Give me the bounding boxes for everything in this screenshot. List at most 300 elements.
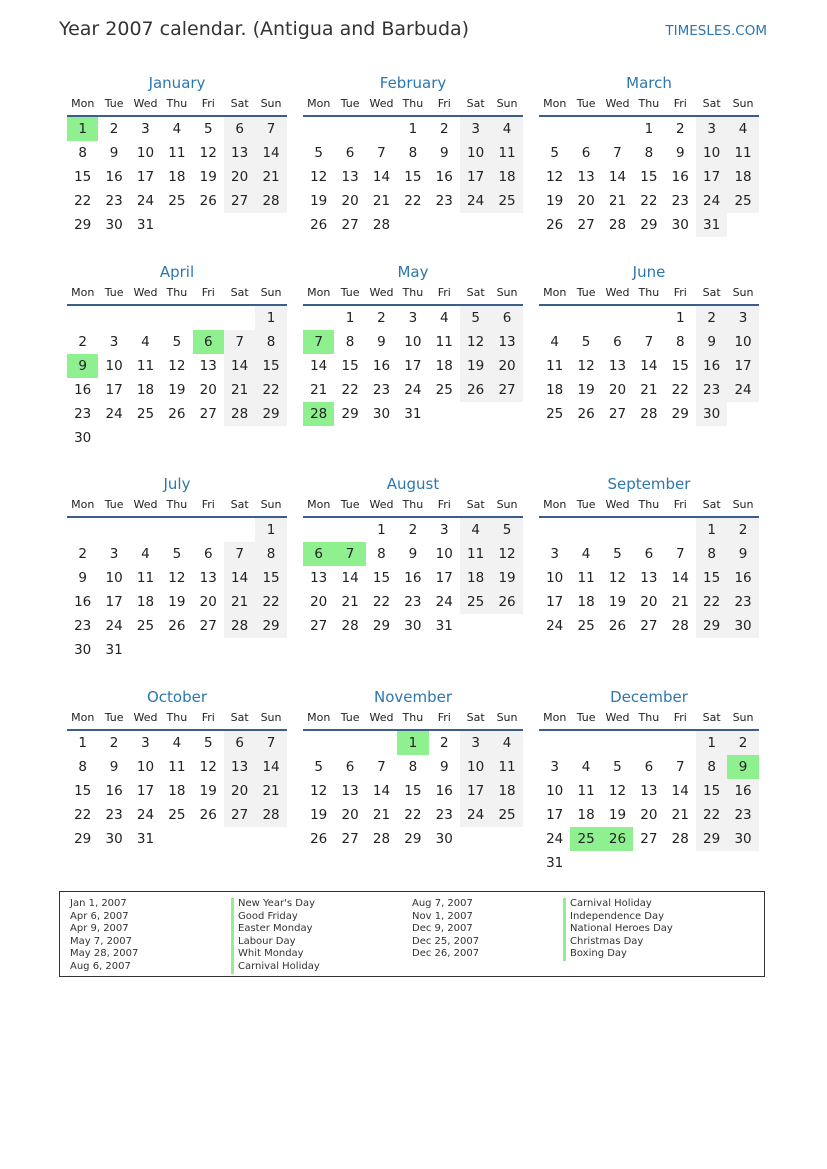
- day-cell: 12: [199, 145, 217, 161]
- day-cell: 29: [404, 831, 422, 847]
- day-cell: 25: [546, 406, 564, 422]
- empty-cell: [602, 117, 633, 141]
- holiday-name: Christmas Day: [563, 936, 673, 949]
- day-cell: 26: [460, 378, 491, 402]
- empty-cell: [161, 306, 192, 330]
- weekday-label: Thu: [402, 286, 424, 299]
- day-cell: 16: [105, 783, 123, 799]
- weekday-label: Tue: [576, 286, 596, 299]
- day-cell: 1: [78, 735, 87, 751]
- weekday-label: Tue: [340, 97, 360, 110]
- day-cell: 15: [372, 570, 391, 586]
- day-cell: 4: [439, 310, 449, 326]
- holiday-name: Boxing Day: [563, 948, 673, 961]
- day-cell: 15: [640, 169, 658, 185]
- weekday-label: Sat: [466, 711, 485, 724]
- day-cell: 17: [546, 807, 564, 823]
- day-cell: 25: [491, 189, 522, 213]
- day-cell: 7: [644, 334, 654, 350]
- day-cell: 19: [310, 807, 328, 823]
- holiday-day-cell: 28: [303, 402, 334, 426]
- day-cell: 3: [141, 735, 150, 751]
- day-cell: 20: [608, 382, 627, 398]
- weekday-label: Thu: [166, 711, 188, 724]
- month-december: [539, 687, 759, 875]
- day-cell: 14: [224, 566, 255, 590]
- day-cell: 3: [109, 546, 119, 562]
- weekday-header: [67, 494, 287, 518]
- weekday-label: Sun: [732, 97, 754, 110]
- weekday-label: Thu: [638, 97, 660, 110]
- day-cell: 22: [255, 590, 286, 614]
- day-cell: 15: [74, 783, 92, 799]
- day-cell: 18: [168, 169, 186, 185]
- weekday-label: Sun: [496, 711, 518, 724]
- day-cell: 27: [341, 217, 359, 233]
- day-cell: 3: [141, 121, 150, 137]
- day-cell: 23: [404, 594, 422, 610]
- weekday-label: Tue: [576, 498, 596, 511]
- day-cell: 1: [675, 310, 685, 326]
- weekday-label: Fri: [673, 498, 687, 511]
- day-cell: 5: [613, 546, 622, 562]
- day-cell: 20: [199, 594, 217, 610]
- day-cell: 7: [224, 542, 255, 566]
- day-cell: 23: [105, 807, 123, 823]
- day-cell: 30: [74, 430, 92, 446]
- empty-cell: [570, 117, 601, 141]
- empty-cell: [366, 117, 397, 141]
- day-cell: 17: [435, 570, 453, 586]
- day-cell: 2: [377, 310, 386, 326]
- day-cell: 7: [675, 546, 685, 562]
- day-cell: 28: [341, 618, 359, 634]
- day-cell: 4: [581, 546, 591, 562]
- day-cell: 19: [608, 807, 627, 823]
- empty-cell: [633, 518, 664, 542]
- weekday-label: Tue: [340, 286, 360, 299]
- day-cell: 29: [341, 406, 359, 422]
- day-cell: 10: [546, 570, 564, 586]
- day-cell: 5: [314, 145, 323, 161]
- day-cell: 25: [577, 618, 595, 634]
- day-cell: 26: [310, 831, 328, 847]
- day-cell: 29: [696, 827, 727, 851]
- weekday-header: [303, 494, 523, 518]
- day-cell: 8: [696, 755, 727, 779]
- weekday-label: Sat: [466, 97, 485, 110]
- day-cell: 30: [74, 642, 92, 658]
- month-name: October: [146, 688, 208, 706]
- day-cell: 2: [439, 121, 449, 137]
- day-cell: 27: [224, 189, 255, 213]
- weekday-label: Mon: [543, 97, 567, 110]
- day-cell: 21: [255, 165, 286, 189]
- day-cell: 26: [491, 590, 522, 614]
- day-cell: 4: [141, 334, 150, 350]
- weekday-label: Tue: [576, 711, 596, 724]
- empty-cell: [539, 306, 570, 330]
- holiday-day-cell: 9: [67, 354, 98, 378]
- holiday-date: Dec 25, 2007: [412, 935, 480, 947]
- day-cell: 27: [640, 618, 658, 634]
- day-cell: 6: [224, 117, 255, 141]
- day-cell: 5: [172, 546, 182, 562]
- holiday-date: Apr 6, 2007: [70, 910, 129, 922]
- day-cell: 26: [577, 406, 595, 422]
- day-cell: 4: [581, 759, 591, 775]
- day-cell: 31: [435, 618, 453, 634]
- day-cell: 8: [255, 330, 286, 354]
- day-cell: 24: [105, 406, 123, 422]
- day-grid: [303, 117, 523, 237]
- day-cell: 17: [546, 594, 564, 610]
- day-cell: 25: [168, 193, 186, 209]
- weekday-label: Thu: [638, 498, 660, 511]
- weekday-label: Thu: [166, 498, 188, 511]
- empty-cell: [193, 518, 224, 542]
- day-cell: 30: [404, 618, 422, 634]
- day-cell: 7: [255, 731, 286, 755]
- holiday-date: Dec 9, 2007: [412, 923, 473, 935]
- day-cell: 27: [491, 378, 522, 402]
- day-cell: 28: [372, 217, 391, 233]
- empty-cell: [334, 117, 365, 141]
- weekday-label: Mon: [307, 498, 331, 511]
- day-cell: 11: [491, 755, 522, 779]
- day-cell: 29: [74, 831, 92, 847]
- day-cell: 27: [224, 803, 255, 827]
- day-cell: 10: [460, 141, 491, 165]
- empty-cell: [193, 306, 224, 330]
- day-cell: 13: [640, 570, 658, 586]
- weekday-label: Wed: [133, 498, 158, 511]
- day-cell: 1: [377, 522, 386, 538]
- day-cell: 28: [671, 618, 689, 634]
- day-cell: 15: [255, 566, 286, 590]
- day-cell: 12: [199, 759, 217, 775]
- day-cell: 27: [577, 217, 595, 233]
- weekday-label: Wed: [133, 711, 158, 724]
- day-cell: 16: [74, 382, 92, 398]
- day-cell: 2: [439, 735, 449, 751]
- day-cell: 19: [310, 193, 328, 209]
- day-cell: 15: [696, 779, 727, 803]
- empty-cell: [303, 306, 334, 330]
- weekday-label: Sun: [732, 711, 754, 724]
- day-cell: 26: [168, 406, 186, 422]
- day-cell: 23: [727, 590, 758, 614]
- day-cell: 16: [435, 169, 453, 185]
- day-cell: 16: [105, 169, 123, 185]
- weekday-label: Sat: [702, 711, 721, 724]
- day-cell: 25: [435, 382, 453, 398]
- day-cell: 18: [435, 358, 453, 374]
- day-cell: 11: [491, 141, 522, 165]
- day-cell: 31: [546, 855, 564, 871]
- day-grid: [303, 518, 523, 638]
- empty-cell: [539, 731, 570, 755]
- day-cell: 10: [696, 141, 727, 165]
- day-cell: 8: [408, 145, 418, 161]
- legend-names-column: [563, 898, 673, 961]
- day-cell: 10: [136, 145, 155, 161]
- day-cell: 28: [224, 614, 255, 638]
- weekday-label: Thu: [402, 498, 424, 511]
- day-cell: 22: [696, 803, 727, 827]
- weekday-label: Fri: [201, 286, 215, 299]
- empty-cell: [633, 306, 664, 330]
- weekday-header: [539, 93, 759, 117]
- day-cell: 29: [671, 406, 689, 422]
- day-cell: 3: [109, 334, 119, 350]
- day-cell: 31: [696, 213, 727, 237]
- day-cell: 15: [74, 169, 92, 185]
- day-cell: 9: [377, 334, 386, 350]
- day-cell: 11: [136, 570, 155, 586]
- day-cell: 16: [404, 570, 422, 586]
- day-cell: 30: [671, 217, 689, 233]
- month-august: [303, 474, 523, 638]
- day-cell: 24: [727, 378, 758, 402]
- day-cell: 11: [168, 759, 186, 775]
- day-cell: 24: [105, 618, 123, 634]
- empty-cell: [539, 117, 570, 141]
- weekday-label: Sun: [732, 498, 754, 511]
- day-cell: 22: [404, 807, 422, 823]
- day-cell: 8: [644, 145, 654, 161]
- weekday-label: Mon: [71, 286, 95, 299]
- day-cell: 30: [435, 831, 453, 847]
- day-cell: 14: [255, 141, 286, 165]
- weekday-label: Sat: [702, 498, 721, 511]
- day-cell: 11: [577, 783, 595, 799]
- weekday-label: Mon: [543, 286, 567, 299]
- day-cell: 21: [640, 382, 658, 398]
- weekday-label: Thu: [166, 286, 188, 299]
- day-cell: 29: [255, 614, 286, 638]
- day-cell: 18: [491, 779, 522, 803]
- day-cell: 18: [168, 783, 186, 799]
- day-cell: 18: [136, 594, 155, 610]
- day-cell: 4: [727, 117, 758, 141]
- day-cell: 8: [408, 759, 418, 775]
- day-grid: [67, 306, 287, 450]
- holiday-day-cell: 26: [602, 827, 633, 851]
- month-name: January: [148, 74, 206, 92]
- weekday-label: Fri: [673, 97, 687, 110]
- day-cell: 18: [491, 165, 522, 189]
- empty-cell: [130, 306, 161, 330]
- day-grid: [303, 306, 523, 426]
- weekday-label: Sun: [260, 711, 282, 724]
- holiday-day-cell: 6: [193, 330, 224, 354]
- weekday-label: Tue: [340, 711, 360, 724]
- day-cell: 3: [408, 310, 418, 326]
- day-cell: 10: [105, 570, 123, 586]
- day-cell: 5: [203, 121, 213, 137]
- day-cell: 16: [727, 566, 758, 590]
- holiday-day-cell: 9: [727, 755, 758, 779]
- day-cell: 13: [608, 358, 627, 374]
- day-cell: 21: [608, 193, 627, 209]
- holiday-day-cell: 1: [67, 117, 98, 141]
- day-cell: 24: [460, 803, 491, 827]
- day-cell: 15: [696, 566, 727, 590]
- month-october: [67, 687, 287, 851]
- empty-cell: [130, 518, 161, 542]
- month-name: November: [373, 688, 453, 706]
- weekday-label: Sat: [702, 97, 721, 110]
- holiday-date: Apr 9, 2007: [70, 923, 129, 935]
- weekday-header: [303, 707, 523, 731]
- day-cell: 30: [727, 614, 758, 638]
- weekday-label: Mon: [71, 711, 95, 724]
- day-cell: 1: [255, 518, 286, 542]
- weekday-label: Wed: [369, 97, 394, 110]
- holiday-date: May 7, 2007: [70, 935, 133, 947]
- day-cell: 27: [608, 406, 627, 422]
- weekday-label: Mon: [543, 711, 567, 724]
- holiday-date: Aug 6, 2007: [70, 960, 131, 972]
- day-cell: 4: [141, 546, 150, 562]
- weekday-label: Mon: [307, 711, 331, 724]
- day-cell: 28: [255, 803, 286, 827]
- day-cell: 20: [341, 193, 359, 209]
- weekday-label: Sat: [230, 97, 249, 110]
- day-cell: 20: [640, 807, 658, 823]
- day-cell: 2: [727, 518, 758, 542]
- weekday-label: Tue: [340, 498, 360, 511]
- day-cell: 20: [199, 382, 217, 398]
- month-january: [67, 73, 287, 237]
- day-cell: 6: [203, 546, 213, 562]
- day-cell: 20: [640, 594, 658, 610]
- empty-cell: [224, 518, 255, 542]
- site-link[interactable]: TIMESLES.COM: [665, 23, 767, 39]
- month-name: April: [159, 263, 195, 281]
- month-name: December: [610, 688, 688, 706]
- empty-cell: [303, 117, 334, 141]
- day-cell: 28: [640, 406, 658, 422]
- day-cell: 9: [109, 145, 119, 161]
- weekday-label: Wed: [133, 97, 158, 110]
- day-cell: 8: [255, 542, 286, 566]
- weekday-label: Mon: [71, 97, 95, 110]
- day-cell: 10: [435, 546, 453, 562]
- day-cell: 22: [640, 193, 658, 209]
- weekday-label: Fri: [437, 97, 451, 110]
- day-cell: 3: [460, 731, 491, 755]
- day-cell: 14: [255, 755, 286, 779]
- day-cell: 11: [435, 334, 453, 350]
- holiday-date: Dec 26, 2007: [412, 948, 480, 960]
- day-cell: 29: [372, 618, 391, 634]
- day-cell: 29: [640, 217, 658, 233]
- day-cell: 12: [168, 570, 186, 586]
- empty-cell: [602, 306, 633, 330]
- day-cell: 5: [460, 306, 491, 330]
- empty-cell: [539, 518, 570, 542]
- weekday-header: [67, 93, 287, 117]
- holiday-name: New Year's Day: [231, 898, 320, 911]
- day-cell: 1: [255, 306, 286, 330]
- weekday-label: Tue: [104, 498, 124, 511]
- day-cell: 13: [491, 330, 522, 354]
- day-cell: 26: [168, 618, 186, 634]
- day-cell: 15: [404, 783, 422, 799]
- day-cell: 19: [199, 783, 217, 799]
- empty-cell: [602, 518, 633, 542]
- day-cell: 22: [696, 590, 727, 614]
- day-cell: 16: [74, 594, 92, 610]
- day-cell: 18: [727, 165, 758, 189]
- day-cell: 18: [460, 566, 491, 590]
- weekday-label: Fri: [437, 286, 451, 299]
- day-cell: 10: [105, 358, 123, 374]
- day-cell: 12: [310, 169, 328, 185]
- day-cell: 21: [671, 807, 689, 823]
- holiday-name: Whit Monday: [231, 948, 320, 961]
- day-cell: 26: [546, 217, 564, 233]
- day-cell: 21: [372, 193, 391, 209]
- page-title: Year 2007 calendar. (Antigua and Barbuda): [59, 18, 470, 40]
- day-cell: 14: [640, 358, 658, 374]
- day-cell: 17: [727, 354, 758, 378]
- day-cell: 19: [168, 382, 186, 398]
- day-cell: 12: [168, 358, 186, 374]
- day-cell: 10: [136, 759, 155, 775]
- day-cell: 24: [696, 189, 727, 213]
- weekday-label: Wed: [605, 711, 630, 724]
- holiday-day-cell: 6: [303, 542, 334, 566]
- day-cell: 23: [435, 193, 453, 209]
- day-cell: 4: [491, 731, 522, 755]
- day-cell: 25: [460, 590, 491, 614]
- day-cell: 1: [644, 121, 654, 137]
- day-grid: [67, 518, 287, 662]
- day-cell: 20: [224, 165, 255, 189]
- day-cell: 23: [435, 807, 453, 823]
- day-cell: 12: [460, 330, 491, 354]
- weekday-label: Sun: [260, 286, 282, 299]
- empty-cell: [67, 306, 98, 330]
- day-cell: 14: [372, 783, 391, 799]
- day-cell: 27: [341, 831, 359, 847]
- holiday-date: Aug 7, 2007: [412, 898, 473, 909]
- day-cell: 12: [310, 783, 328, 799]
- weekday-label: Fri: [437, 498, 451, 511]
- day-cell: 1: [696, 731, 727, 755]
- holiday-name: Carnival Holiday: [231, 961, 320, 974]
- weekday-header: [539, 707, 759, 731]
- day-cell: 14: [671, 570, 689, 586]
- weekday-label: Sat: [702, 286, 721, 299]
- holiday-day-cell: 1: [397, 731, 428, 755]
- day-cell: 16: [435, 783, 453, 799]
- day-cell: 25: [168, 807, 186, 823]
- day-cell: 20: [341, 807, 359, 823]
- day-cell: 8: [78, 145, 87, 161]
- weekday-label: Sun: [496, 97, 518, 110]
- weekday-label: Sat: [466, 498, 485, 511]
- day-cell: 11: [136, 358, 155, 374]
- day-cell: 3: [439, 522, 449, 538]
- weekday-label: Thu: [638, 711, 660, 724]
- day-cell: 15: [404, 169, 422, 185]
- day-cell: 20: [491, 354, 522, 378]
- day-cell: 10: [546, 783, 564, 799]
